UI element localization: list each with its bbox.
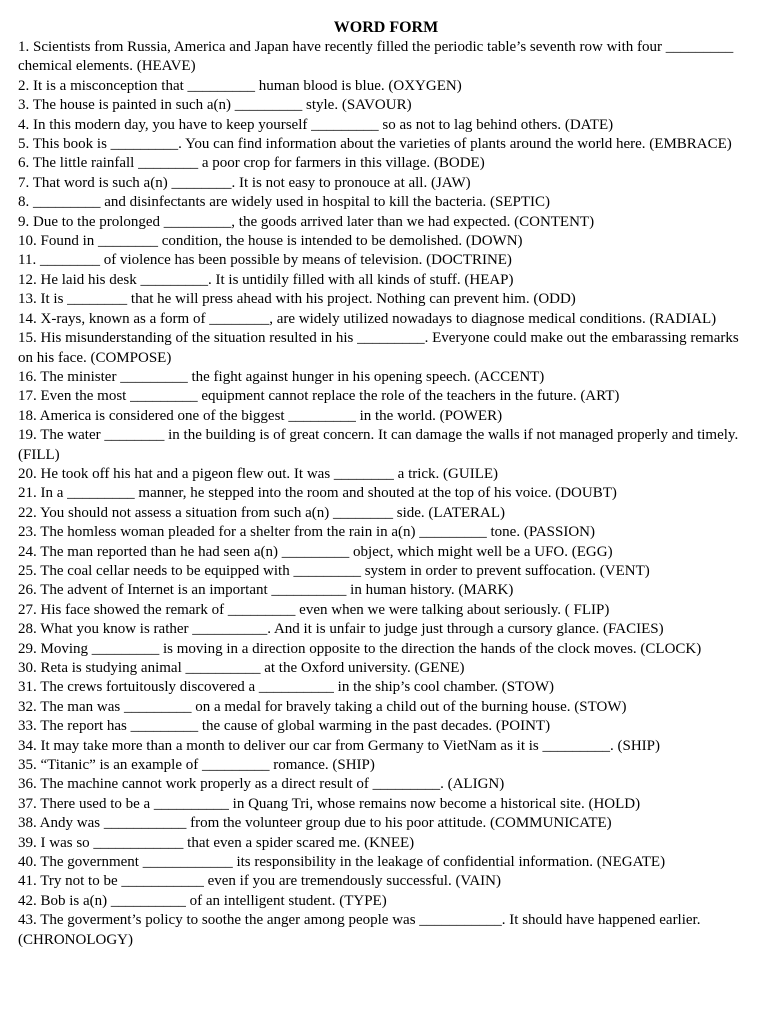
exercise-item: 21. In a _________ manner, he stepped into the room and shouted at the top of his voice. (DOUBT): [18, 485, 617, 502]
exercise-item: 40. The government ____________ its responsibility in the leakage of confidential information. (NEGATE): [18, 854, 666, 871]
exercise-item: 18. America is considered one of the biggest _________ in the world. (POWER): [18, 407, 503, 424]
exercise-item: 30. Reta is studying animal __________ at the Oxford university. (GENE): [18, 660, 465, 676]
exercise-item: 38. Andy was ___________ from the volunteer group due to his poor attitude. (COMMUNICATE): [18, 815, 612, 832]
exercise-item: 25. The coal cellar needs to be equipped with _________ system in order to prevent suffocation. (VENT): [18, 562, 650, 579]
exercise-item: 6. The little rainfall ________ a poor crop for farmers in this village. (BODE): [18, 155, 485, 172]
exercise-item: 28. What you know is rather __________. And it is unfair to judge just through a cursory glance. (FACIES): [18, 621, 664, 638]
exercise-item: 41. Try not to be ___________ even if you are tremendously successful. (VAIN): [18, 873, 501, 890]
exercise-item: 24. The man reported than he had seen a(n) _________ object, which might well be a UFO. (EGG): [18, 543, 613, 560]
exercise-item: 10. Found in ________ condition, the house is intended to be demolished. (DOWN): [18, 233, 523, 250]
exercise-item: 31. The crews fortuitously discovered a __________ in the ship’s cool chamber. (STOW): [18, 679, 555, 696]
exercise-item: 11. ________ of violence has been possible by means of television. (DOCTRINE): [18, 252, 512, 269]
exercise-item: 35. “Titanic” is an example of _________ romance. (SHIP): [18, 757, 375, 774]
exercise-item: 34. It may take more than a month to deliver our car from Germany to VietNam as it is _________. (SHIP): [18, 737, 661, 754]
exercise-item: 17. Even the most _________ equipment cannot replace the role of the teachers in the future. (ART): [18, 388, 620, 405]
exercise-item: 5. This book is _________. You can find information about the varieties of plants around the world here. (EMBRACE): [18, 136, 732, 153]
exercise-item: 27. His face showed the remark of _________ even when we were talking about seriously. ( FLIP): [18, 601, 610, 618]
exercise-item: 12. He laid his desk _________. It is untidily filled with all kinds of stuff. (HEAP): [18, 271, 514, 288]
exercise-item: 19. The water ________ in the building is of great concern. It can damage the walls if not managed properly and timely. (FILL): [18, 427, 739, 463]
exercise-item: 15. His misunderstanding of the situation resulted in his _________. Everyone could make out the embarassing remarks on his face. (COMPOSE): [18, 330, 739, 366]
exercise-item: 1. Scientists from Russia, America and Japan have recently filled the periodic table’s seventh row with four _________ chemical elements. (HEAVE): [18, 39, 734, 75]
exercise-item: 33. The report has _________ the cause of global warming in the past decades. (POINT): [18, 718, 551, 735]
exercise-item: 20. He took off his hat and a pigeon flew out. It was ________ a trick. (GUILE): [18, 465, 499, 482]
exercise-item: 39. I was so ____________ that even a spider scared me. (KNEE): [18, 834, 415, 851]
exercise-item: 23. The homless woman pleaded for a shelter from the rain in a(n) _________ tone. (PASSION): [18, 524, 595, 541]
exercise-item: 22. You should not assess a situation from such a(n) ________ side. (LATERAL): [18, 504, 506, 521]
exercise-item: 29. Moving _________ is moving in a direction opposite to the direction the hands of the clock moves. (CLOCK): [18, 640, 702, 657]
exercise-item: 26. The advent of Internet is an important __________ in human history. (MARK): [18, 582, 514, 599]
exercise-item: 43. The goverment’s policy to soothe the anger among people was ___________. It should have happened earlier. (CHRONOLOGY): [18, 912, 701, 948]
exercise-item: 37. There used to be a __________ in Quang Tri, whose remains now become a historical site. (HOLD): [18, 795, 641, 812]
exercise-item: 3. The house is painted in such a(n) _________ style. (SAVOUR): [18, 97, 412, 114]
exercise-item: 42. Bob is a(n) __________ of an intelligent student. (TYPE): [18, 892, 387, 909]
exercise-item: 2. It is a misconception that _________ human blood is blue. (OXYGEN): [18, 77, 462, 94]
exercise-item: 8. _________ and disinfectants are widely used in hospital to kill the bacteria. (SEPTIC): [18, 194, 550, 211]
exercise-item: 16. The minister _________ the fight against hunger in his opening speech. (ACCENT): [18, 368, 545, 385]
worksheet: [18, 18, 754, 950]
exercise-item: 36. The machine cannot work properly as a direct result of _________. (ALIGN): [18, 776, 505, 793]
worksheet-title: WORD FORM: [333, 19, 439, 36]
exercise-item: 14. X-rays, known as a form of ________, are widely utilized nowadays to diagnose medical conditions. (RADIAL): [18, 310, 717, 327]
exercise-item: 4. In this modern day, you have to keep yourself _________ so as not to lag behind others. (DATE): [18, 116, 614, 133]
exercise-item: 32. The man was _________ on a medal for bravely taking a child out of the burning house. (STOW): [18, 698, 627, 715]
exercise-item: 9. Due to the prolonged _________, the goods arrived later than we had expected. (CONTENT): [18, 213, 595, 230]
exercise-item: 13. It is ________ that he will press ahead with his project. Nothing can prevent him. (ODD): [18, 291, 576, 308]
exercise-item: 7. That word is such a(n) ________. It is not easy to pronouce at all. (JAW): [18, 174, 471, 191]
exercise-list: [18, 38, 754, 950]
